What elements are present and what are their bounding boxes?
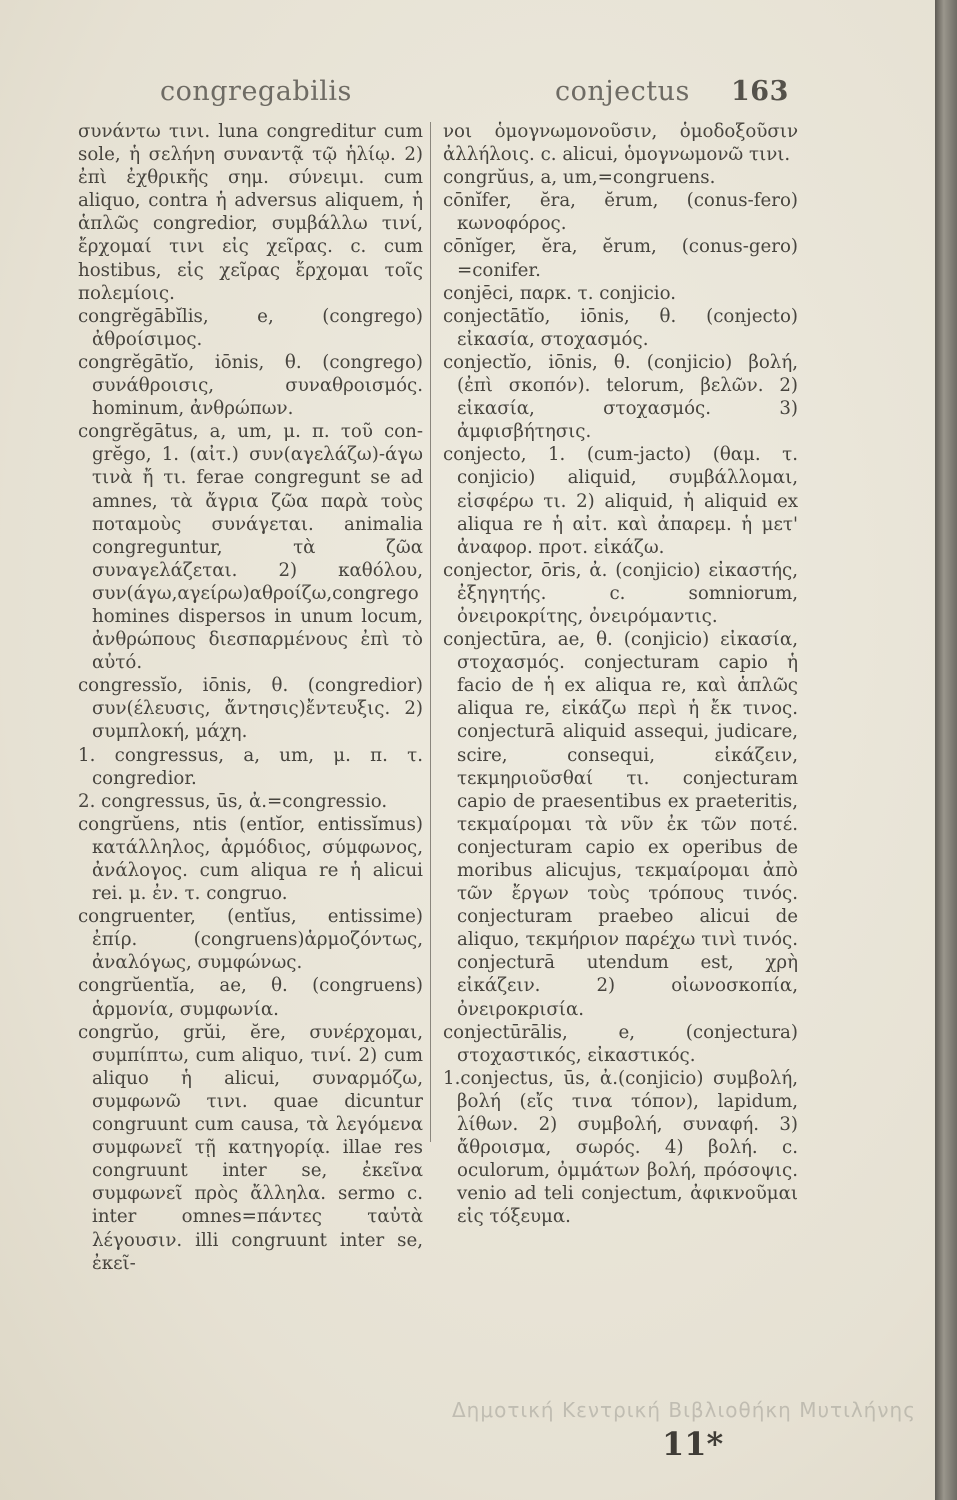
signature-mark: 11* [662,1425,724,1463]
dictionary-entry: conjectūrālis, e, (conjectura) στοχαστικός, εἰκαστικός. [443,1021,798,1066]
running-head-left: congregabilis [160,76,352,107]
dictionary-entry: conjecto, 1. (cum-jacto) (θαμ. τ. conjicio) aliquid, συμβάλλομαι, εἰσφέρω τι. 2) aliquid, ἡ aliquid ex aliqua re ἡ αἰτ. καὶ ἀπαρεμ. ἡ μετ' ἀναφορ. προτ. εἰκάζω. [443,444,798,558]
left-column [78,120,423,1275]
dictionary-entry: νοι ὁμογνωμονοῦσιν, ὁμοδοξοῦσιν ἀλλήλοις. c. alicui, ὁμογνωμονῶ τινι. [443,121,798,166]
dictionary-entry: congrŭentĭa, ae, θ. (congruens) ἁρμονία, συμφωνία. [78,975,423,1020]
dictionary-entry: congrĕgātus, a, um, μ. π. τοῦ con-grĕgo, 1. (αἰτ.) συν(αγελάζω)-άγω τινὰ ἤ τι. ferae congregunt se ad amnes, τὰ ἄγρια ζῶα παρὰ τοὺς ποταμοὺς συνάγεται. animalia congreguntur, τὰ ζῶα συναγελάζεται. 2) καθόλου, συν(άγω,αγείρω)αθροίζω,congrego homines dispersos in unum locum, ἀνθρώπους διεσπαρμένους ἐπὶ τὸ αὐτό. [78,421,423,674]
dictionary-entry: conjectĭo, iōnis, θ. (conjicio) βολή, (ἐπὶ σκοπόν). telorum, βελῶν. 2) εἰκασία, στοχασμός. 3) ἀμφισβήτησις. [443,351,798,443]
dictionary-entry: 1.conjectus, ūs, ἀ.(conjicio) συμβολή, βολή (εἴς τινα τόπον), lapidum, λίθων. 2) συμβολή, συναφή. 3) ἄθροισμα, σωρός. 4) βολή. c. oculorum, ὀμμάτων βολή, πρόσοψις. venio ad teli conjectum, ἀφικνοῦμαι εἰς τόξευμα. [443,1067,798,1228]
dictionary-entry: conjēci, παρκ. τ. conjicio. [443,282,677,304]
dictionary-entry: conjector, ōris, ἀ. (conjicio) εἰκαστής, ἐξηγητής. c. somniorum, ὀνειροκρίτης, ὀνειρόμαντις. [443,559,798,627]
dictionary-entry: συνάντω τινι. luna congreditur cum sole, ἡ σελήνη συναντᾷ τῷ ἡλίῳ. 2) ἐπὶ ἐχθρικῆς σημ. σύνειμι. cum aliquo, contra ἡ adversus aliquem, ἡ ἁπλῶς congredior, συμβάλλω τινί, ἔρχομαί τινι εἰς χεῖρας. c. cum hostibus, εἰς χεῖρας ἔρχομαι τοῖς πολεμίοις. [78,121,423,304]
dictionary-entry: 2. congressus, ūs, ἀ.=congressio. [78,790,388,812]
dictionary-entry: congrĕgābĭlis, e, (congrego) ἀθροίσιμος. [78,305,423,350]
dictionary-entry: 1. congressus, a, um, μ. π. τ. congredior. [78,744,423,789]
dictionary-entry: congrĕgātĭo, iōnis, θ. (congrego) συνάθροισις, συναθροισμός. hominum, ἀνθρώπων. [78,351,423,420]
column-divider [430,122,431,1142]
dictionary-entry: conjectūra, ae, θ. (conjicio) εἰκασία, στοχασμός. conjecturam capio ἡ facio de ἡ ex aliqua re, καὶ ἁπλῶς aliqua re, εἰκάζω περὶ ἡ ἔκ τινος. conjecturā aliquid assequi, judicare, scire, consequi, εἰκάζειν, τεκμηριοῦσθαί τι. conjecturam capio de praesentibus ex praeteritis, τεκμαίρομαι τὰ νῦν ἐκ τῶν ποτέ. conjecturam capio ex operibus de moribus alicujus, τεκμαίρομαι ἀπὸ τῶν ἔργων τοὺς τρόπους τινός. conjecturam praebeo alicui de aliquo, τεκμήριον παρέχω τινὶ τινός. conjecturā utendum est, χρὴ εἰκάζειν. 2) οἰωνοσκοπία, ὀνειροκρισία. [443,629,798,1020]
dictionary-entry: congressĭo, iōnis, θ. (congredior) συν(έλευσις, ἄντησις)ἔντευξις. 2) συμπλοκή, μάχη. [78,675,423,743]
dictionary-entry: conjectātĭo, iōnis, θ. (conjecto) εἰκασία, στοχασμός. [443,305,798,350]
dictionary-entry: congrŭus, a, um,=congruens. [443,167,716,189]
right-column [443,120,798,1229]
dictionary-entry: cōnĭfer, ĕra, ĕrum, (conus-fero) κωνοφόρος. [443,190,798,235]
dictionary-entry: congrŭens, ntis (entĭor, entissĭmus) κατάλληλος, ἁρμόδιος, σύμφωνος, ἀνάλογος. cum aliqua re ἡ alicui rei. μ. ἐν. τ. congruo. [78,813,423,905]
dictionary-entry: congruenter, (entĭus, entissime) ἐπίρ. (congruens)ἁρμοζόντως, ἀναλόγως, συμφώνως. [78,906,423,974]
dictionary-entry: congrŭo, grŭi, ĕre, συνέρχομαι, συμπίπτω, cum aliquo, τινί. 2) cum aliquo ἡ alicui, συναρμόζω, συμφωνῶ τινι. quae dicuntur congruunt cum causa, τὰ λεγόμενα συμφωνεῖ τῇ κατηγορίᾳ. illae res congruunt inter se, ἐκεῖνα συμφωνεῖ πρὸς ἄλληλα. sermo c. inter omnes=πάντες ταὐτὰ λέγουσιν. illi congruunt inter se, ἐκεῖ- [78,1021,423,1274]
dictionary-entry: cōnĭger, ĕra, ĕrum, (conus-gero) =conifer. [443,236,798,281]
page-number: 163 [731,76,789,107]
library-watermark: Δημοτική Κεντρική Βιβλιοθήκη Μυτιλήνης [452,1398,916,1422]
running-head-middle: conjectus [555,76,690,107]
page-edge-shadow [935,0,957,1500]
